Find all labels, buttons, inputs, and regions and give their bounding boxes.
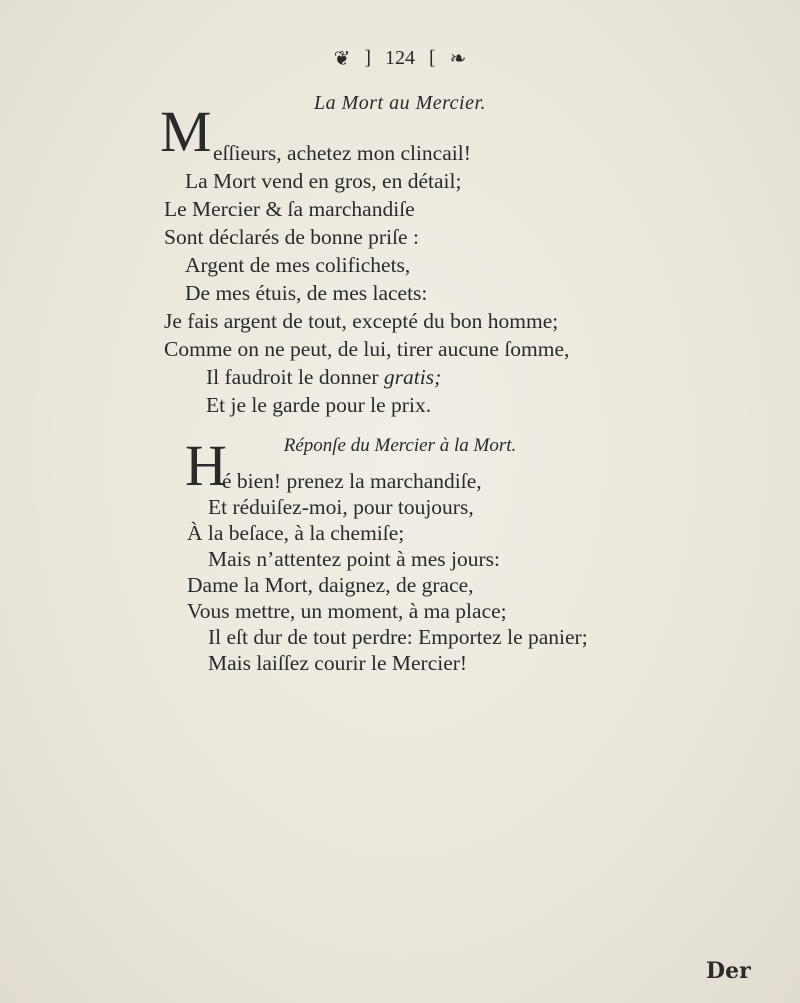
left-bracket: ]: [364, 46, 371, 69]
poem2-line-2: Et réduiſez-moi, pour toujours,: [208, 495, 474, 519]
poem2-line-5: Dame la Mort, daignez, de grace,: [187, 573, 474, 597]
poem2-line-6: Vous mettre, un moment, à ma place;: [187, 599, 507, 623]
poem1-line-7: Je fais argent de tout, excepté du bon homme;: [164, 309, 559, 333]
poem1-line-9-text: Il faudroit le donner: [206, 365, 384, 389]
right-ornament-icon: ❧: [449, 47, 467, 70]
gratis-word: gratis;: [383, 365, 442, 389]
poem1-line-6: De mes étuis, de mes lacets:: [185, 281, 428, 305]
poem1-line-10: Et je le garde pour le prix.: [206, 393, 432, 417]
poem2-line-7: Il eſt dur de tout perdre: Emportez le panier;: [208, 625, 588, 649]
poem1-dropcap: M: [160, 99, 212, 164]
catchword: Der: [706, 958, 751, 984]
poem2-dropcap: H: [185, 433, 227, 498]
poem1-line-8: Comme on ne peut, de lui, tirer aucune ſomme,: [164, 337, 570, 361]
poem1-line-5: Argent de mes colifichets,: [185, 253, 411, 277]
poem2-title: Réponſe du Mercier à la Mort.: [283, 435, 517, 456]
poem1-line-1: eſſieurs, achetez mon clincail!: [213, 141, 471, 165]
poem1-title: La Mort au Mercier.: [313, 92, 487, 114]
left-ornament-icon: ❦: [333, 47, 351, 70]
poem1-line-4: Sont déclarés de bonne priſe :: [164, 225, 419, 249]
right-bracket: [: [429, 46, 436, 69]
poem1-line-9: [206, 364, 441, 390]
poem2-line-3: À la beſace, à la chemiſe;: [187, 521, 405, 545]
poem1-line-3: Le Mercier & ſa marchandiſe: [164, 197, 415, 221]
running-header: [0, 40, 800, 76]
poem2-line-8: Mais laiſſez courir le Mercier!: [208, 651, 468, 675]
poem1-line-2: La Mort vend en gros, en détail;: [185, 169, 462, 193]
page-number: 124: [385, 46, 415, 69]
poem2-line-4: Mais n’attentez point à mes jours:: [208, 547, 500, 571]
poem2-line-1: é bien! prenez la marchandiſe,: [222, 469, 482, 493]
